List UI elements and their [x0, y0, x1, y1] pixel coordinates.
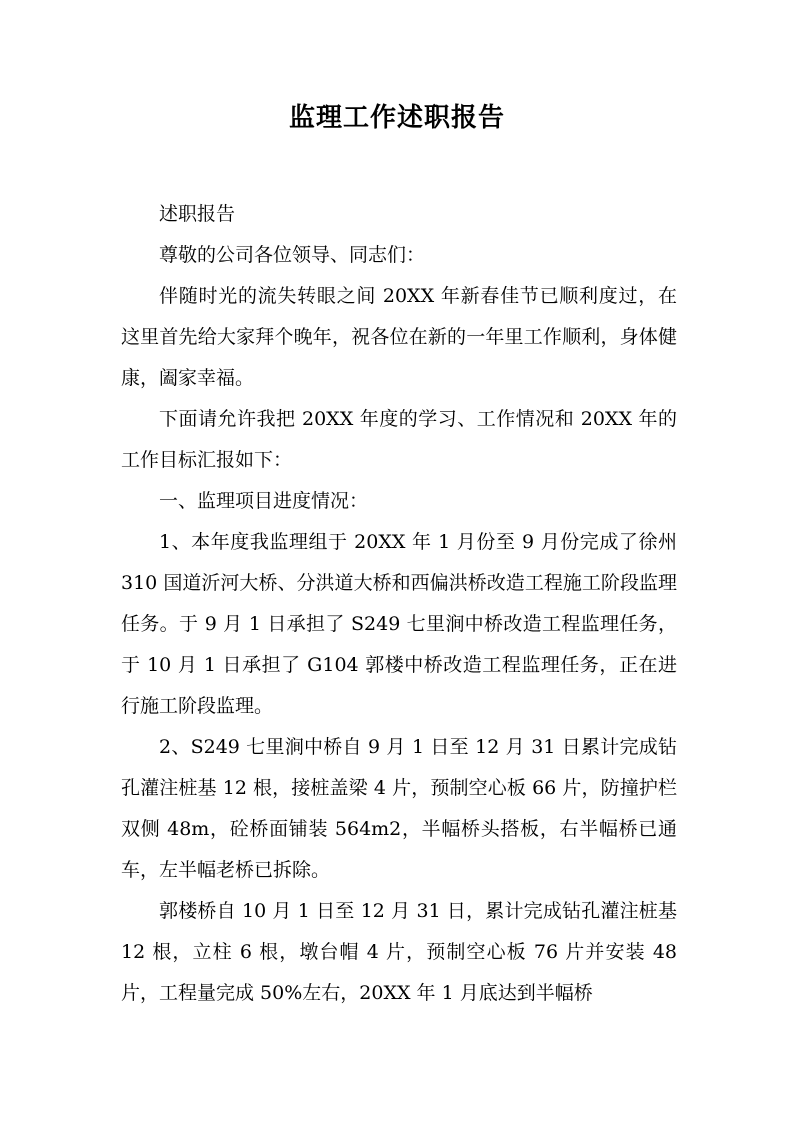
paragraph-item-2: 2、S249 七里涧中桥自 9 月 1 日至 12 月 31 日累计完成钻孔灌注桩基 12 根，接桩盖梁 4 片，预制空心板 66 片，防撞护栏双侧 48m，砼桥面铺装 564m2，半幅桥头搭板，右半幅桥已通车，左半幅老桥已拆除。	[121, 736, 677, 881]
document-body	[121, 194, 677, 1014]
paragraph-salutation: 尊敬的公司各位领导、同志们：	[159, 244, 426, 266]
paragraph-intro: 下面请允许我把 20XX 年度的学习、工作情况和 20XX 年的工作目标汇报如下：	[121, 408, 677, 471]
paragraph-item-1: 1、本年度我监理组于 20XX 年 1 月份至 9 月份完成了徐州 310 国道沂河大桥、分洪道大桥和西偏洪桥改造工程施工阶段监理任务。于 9 月 1 日承担了 S249 七里涧中桥改造工程监理任务，于 10 月 1 日承担了 G104 郭楼中桥改造工程监理任务，正在进行施工阶段监理。	[121, 531, 677, 717]
section-heading-progress: 一、监理项目进度情况：	[159, 490, 369, 512]
paragraph-greeting: 伴随时光的流失转眼之间 20XX 年新春佳节已顺利度过，在这里首先给大家拜个晚年，祝各位在新的一年里工作顺利，身体健康，阖家幸福。	[121, 285, 677, 389]
document-title: 监理工作述职报告	[288, 103, 505, 133]
paragraph-guolou-bridge: 郭楼桥自 10 月 1 日至 12 月 31 日，累计完成钻孔灌注桩基 12 根，立柱 6 根，墩台帽 4 片，预制空心板 76 片并安装 48 片，工程量完成 50%左右，20XX 年 1 月底达到半幅桥	[121, 900, 677, 1004]
paragraph-heading-label: 述职报告	[159, 203, 236, 225]
